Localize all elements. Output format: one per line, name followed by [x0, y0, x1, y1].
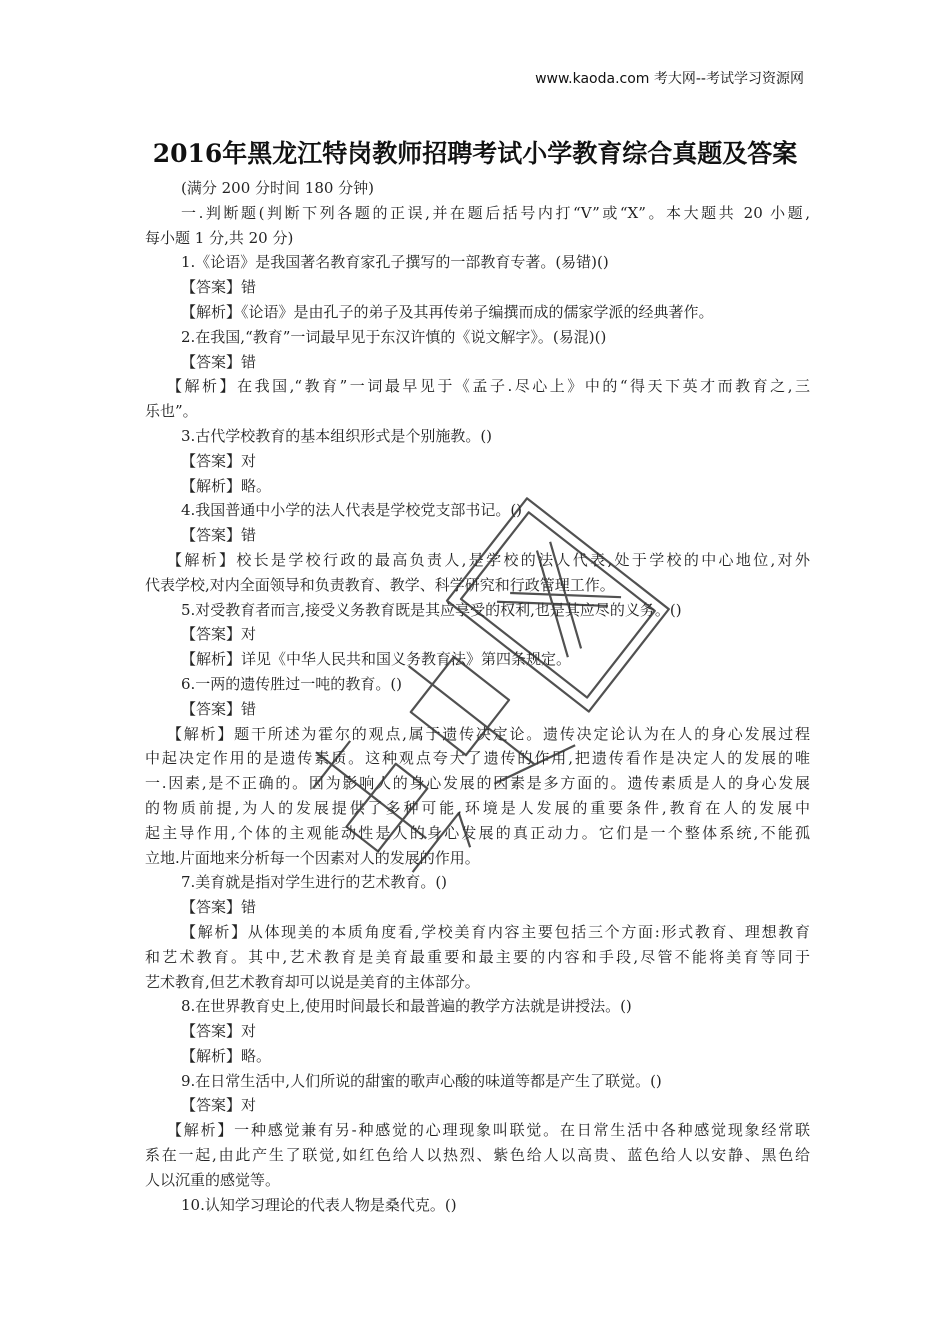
- text-line: 【解析】校长是学校行政的最高负责人,是学校的法人代表,处于学校的中心地位,对外: [167, 550, 810, 569]
- text-line: 7.美育就是指对学生进行的艺术教育。(): [181, 873, 448, 892]
- text-line: 【答案】错: [181, 526, 257, 545]
- text-line: 艺术教育,但艺术教育却可以说是美育的主体部分。: [145, 972, 480, 991]
- text-line: 6.一两的遗传胜过一吨的教育。(): [181, 674, 403, 693]
- text-line: 【解析】从体现美的本质角度看,学校美育内容主要包括三个方面:形式教育、理想教育: [181, 922, 810, 941]
- text-line: 4.我国普通中小学的法人代表是学校党支部书记。(): [181, 501, 523, 520]
- text-line: 每小题 1 分,共 20 分): [145, 228, 294, 247]
- text-line: 一.因素,是不正确的。因为影响人的身心发展的因素是多方面的。遗传素质是人的身心发展: [145, 774, 810, 793]
- text-line: 10.认知学习理论的代表人物是桑代克。(): [181, 1195, 457, 1214]
- site-header: www.kaoda.com 考大网--考试学习资源网: [535, 71, 804, 87]
- text-line: 2.在我国,“教育”一词最早见于东汉许慎的《说文解字》。(易混)(): [181, 327, 607, 346]
- page-title: 2016年黑龙江特岗教师招聘考试小学教育综合真题及答案: [152, 139, 798, 168]
- text-line: 【解析】详见《中华人民共和国义务教育法》第四条规定。: [181, 650, 572, 669]
- document-body: [145, 176, 810, 1217]
- text-line: 5.对受教育者而言,接受义务教育既是其应享受的权利,也是其应尽的义务。(): [181, 600, 682, 619]
- text-line: 【解析】《论语》是由孔子的弟子及其再传弟子编撰而成的儒家学派的经典著作。: [181, 302, 714, 321]
- text-line: 的物质前提,为人的发展提供了多种可能,环境是人发展的重要条件,教育在人的发展中: [145, 798, 810, 817]
- text-line: 立地.片面地来分析每一个因素对人的发展的作用。: [145, 848, 480, 867]
- text-line: 【解析】略。: [181, 476, 272, 495]
- text-line: 【解析】略。: [181, 1046, 272, 1065]
- text-line: 【答案】对: [181, 451, 257, 470]
- text-line: 【答案】对: [181, 1096, 257, 1115]
- text-line: 乐也”。: [145, 402, 198, 421]
- text-line: 代表学校,对内全面领导和负责教育、教学、科学研究和行政管理工作。: [145, 575, 615, 594]
- text-line: 【答案】对: [181, 625, 257, 644]
- text-line: 3.古代学校教育的基本组织形式是个别施教。(): [181, 426, 493, 445]
- text-line: 【答案】错: [181, 278, 257, 297]
- text-line: 【答案】错: [181, 352, 257, 371]
- text-line: 系在一起,由此产生了联觉,如红色给人以热烈、紫色给人以高贵、蓝色给人以安静、黑色给: [145, 1146, 810, 1165]
- text-line: 【答案】对: [181, 1022, 257, 1041]
- text-line: 9.在日常生活中,人们所说的甜蜜的歌声心酸的味道等都是产生了联觉。(): [181, 1071, 662, 1090]
- text-line: 和艺术教育。其中,艺术教育是美育最重要和最主要的内容和手段,尽管不能将美育等同于: [145, 947, 810, 966]
- text-line: 【答案】错: [181, 898, 257, 917]
- text-line: 8.在世界教育史上,使用时间最长和最普遍的教学方法就是讲授法。(): [181, 997, 632, 1016]
- text-line: 中起决定作用的是遗传素质。这种观点夸大了遗传的作用,把遗传看作是决定人的发展的唯: [145, 749, 810, 768]
- text-line: (满分 200 分时间 180 分钟): [181, 179, 375, 197]
- text-line: 起主导作用,个体的主观能动性是人的身心发展的真正动力。它们是一个整体系统,不能孤: [145, 823, 810, 842]
- text-line: 【解析】一种感觉兼有另-种感觉的心理现象叫联觉。在日常生活中各种感觉现象经常联: [167, 1121, 810, 1140]
- text-line: 一.判断题(判断下列各题的正误,并在题后括号内打“V”或“X”。本大题共 20 小题,: [181, 203, 810, 222]
- text-line: 人以沉重的感觉等。: [145, 1170, 281, 1189]
- text-line: 【答案】错: [181, 699, 257, 718]
- text-line: 1.《论语》是我国著名教育家孔子撰写的一部教育专著。(易错)(): [181, 253, 609, 272]
- text-line: 【解析】题干所述为霍尔的观点,属于遗传决定论。遗传决定论认为在人的身心发展过程: [167, 724, 810, 743]
- text-line: 【解析】在我国,“教育”一词最早见于《孟子.尽心上》中的“得天下英才而教育之,三: [167, 377, 810, 396]
